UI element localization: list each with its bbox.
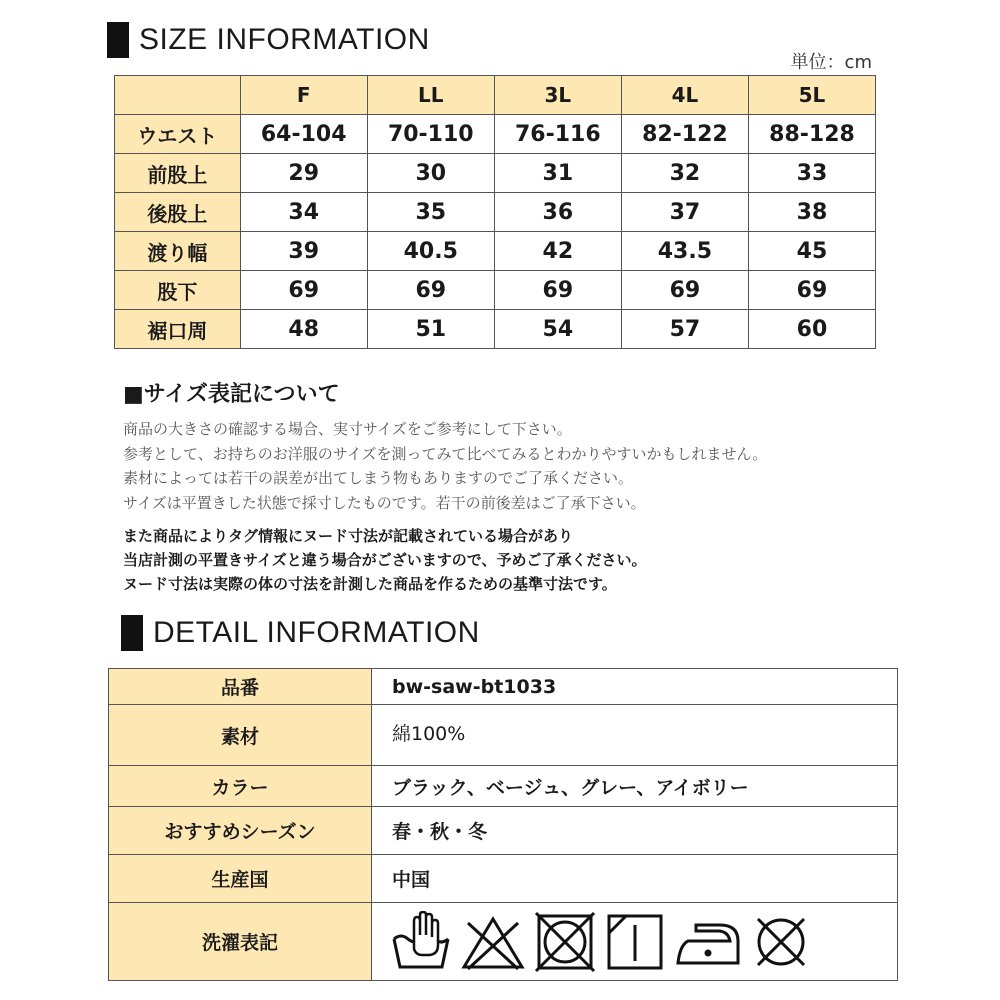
- size-row-label: 渡り幅: [115, 232, 241, 271]
- detail-label: 素材: [109, 705, 372, 766]
- size-table-row: [115, 271, 876, 310]
- size-row-label: 股下: [115, 271, 241, 310]
- size-cell: 36: [494, 193, 621, 232]
- size-cell: 76-116: [494, 115, 621, 154]
- note-line: 商品の大きさの確認する場合、実寸サイズをご参考にして下さい。: [123, 420, 572, 438]
- size-cell: 82-122: [621, 115, 748, 154]
- size-cell: 60: [748, 310, 875, 349]
- size-cell: 57: [621, 310, 748, 349]
- detail-table: [108, 668, 898, 981]
- size-table: [114, 75, 876, 349]
- size-cell: 35: [367, 193, 494, 232]
- size-cell: 69: [240, 271, 367, 310]
- size-cell: 29: [240, 154, 367, 193]
- note-line: サイズは平置きした状態で採寸したものです。若干の前後差はご了承下さい。: [123, 493, 646, 512]
- size-cell: 37: [621, 193, 748, 232]
- detail-label: 洗濯表記: [109, 903, 372, 981]
- heading-bar-marker: [107, 22, 129, 58]
- detail-row: [109, 766, 898, 807]
- size-table-header-row: [115, 76, 876, 115]
- size-cell: 69: [748, 271, 875, 310]
- size-cell: 48: [240, 310, 367, 349]
- detail-value: bw-saw-bt1033: [372, 669, 898, 705]
- detail-value: 中国: [372, 855, 898, 903]
- size-heading-text: SIZE INFORMATION: [139, 23, 430, 56]
- size-col-header: LL: [367, 76, 494, 115]
- care-icons-cell: [372, 903, 898, 981]
- size-table-corner-cell: [115, 76, 241, 115]
- nude-size-notes: [123, 524, 647, 596]
- size-cell: 43.5: [621, 232, 748, 271]
- detail-information-heading: [121, 615, 480, 651]
- no-tumble-dry-icon: [534, 911, 596, 973]
- detail-row: [109, 705, 898, 766]
- size-cell: 40.5: [367, 232, 494, 271]
- size-cell: 45: [748, 232, 875, 271]
- detail-label: カラー: [109, 766, 372, 807]
- detail-value: 綿100%: [372, 705, 898, 766]
- size-cell: 70-110: [367, 115, 494, 154]
- size-table-row: [115, 115, 876, 154]
- detail-row: [109, 903, 898, 981]
- hand-wash-icon: [390, 911, 452, 973]
- note-line: 素材によっては若干の誤差が出てしまう物もありますのでご了承ください。: [123, 469, 634, 487]
- detail-value: ブラック、ベージュ、グレー、アイボリー: [372, 766, 898, 807]
- size-col-header: 3L: [494, 76, 621, 115]
- size-cell: 33: [748, 154, 875, 193]
- size-cell: 32: [621, 154, 748, 193]
- detail-value: 春・秋・冬: [372, 807, 898, 855]
- note-bold-line: 当店計測の平置きサイズと違う場合がございますので、予めご了承ください。: [123, 551, 647, 569]
- detail-row: [109, 855, 898, 903]
- size-information-heading: [107, 22, 430, 58]
- size-cell: 34: [240, 193, 367, 232]
- size-cell: 69: [621, 271, 748, 310]
- size-cell: 64-104: [240, 115, 367, 154]
- size-cell: 69: [494, 271, 621, 310]
- detail-label: 生産国: [109, 855, 372, 903]
- size-row-label: 裾口周: [115, 310, 241, 349]
- line-dry-shade-icon: [604, 911, 666, 973]
- no-dry-clean-icon: [750, 911, 812, 973]
- size-col-header: F: [240, 76, 367, 115]
- heading-bar-marker: [121, 615, 143, 651]
- detail-label: 品番: [109, 669, 372, 705]
- note-line: 参考として、お持ちのお洋服のサイズを測ってみて比べてみるとわかりやすいかもしれません。: [123, 444, 768, 463]
- no-bleach-icon: [460, 911, 526, 973]
- care-icons: [390, 911, 897, 973]
- size-table-row: [115, 193, 876, 232]
- detail-row: [109, 807, 898, 855]
- size-cell: 38: [748, 193, 875, 232]
- size-col-header: 5L: [748, 76, 875, 115]
- unit-label: 単位：cm: [790, 52, 872, 73]
- size-row-label: 後股上: [115, 193, 241, 232]
- size-cell: 51: [367, 310, 494, 349]
- size-row-label: ウエスト: [115, 115, 241, 154]
- note-bold-line: また商品によりタグ情報にヌード寸法が記載されている場合があり: [123, 527, 574, 545]
- low-iron-icon: [674, 911, 742, 973]
- size-cell: 69: [367, 271, 494, 310]
- size-cell: 88-128: [748, 115, 875, 154]
- size-cell: 39: [240, 232, 367, 271]
- size-table-row: [115, 310, 876, 349]
- size-cell: 42: [494, 232, 621, 271]
- size-cell: 30: [367, 154, 494, 193]
- size-notes-title: ■サイズ表記について: [123, 382, 340, 407]
- size-table-row: [115, 232, 876, 271]
- size-table-row: [115, 154, 876, 193]
- detail-heading-text: DETAIL INFORMATION: [153, 616, 480, 649]
- size-row-label: 前股上: [115, 154, 241, 193]
- size-cell: 31: [494, 154, 621, 193]
- size-notes: [123, 417, 767, 515]
- detail-row: [109, 669, 898, 705]
- size-cell: 54: [494, 310, 621, 349]
- size-col-header: 4L: [621, 76, 748, 115]
- note-bold-line: ヌード寸法は実際の体の寸法を計測した商品を作るための基準寸法です。: [123, 575, 617, 593]
- detail-label: おすすめシーズン: [109, 807, 372, 855]
